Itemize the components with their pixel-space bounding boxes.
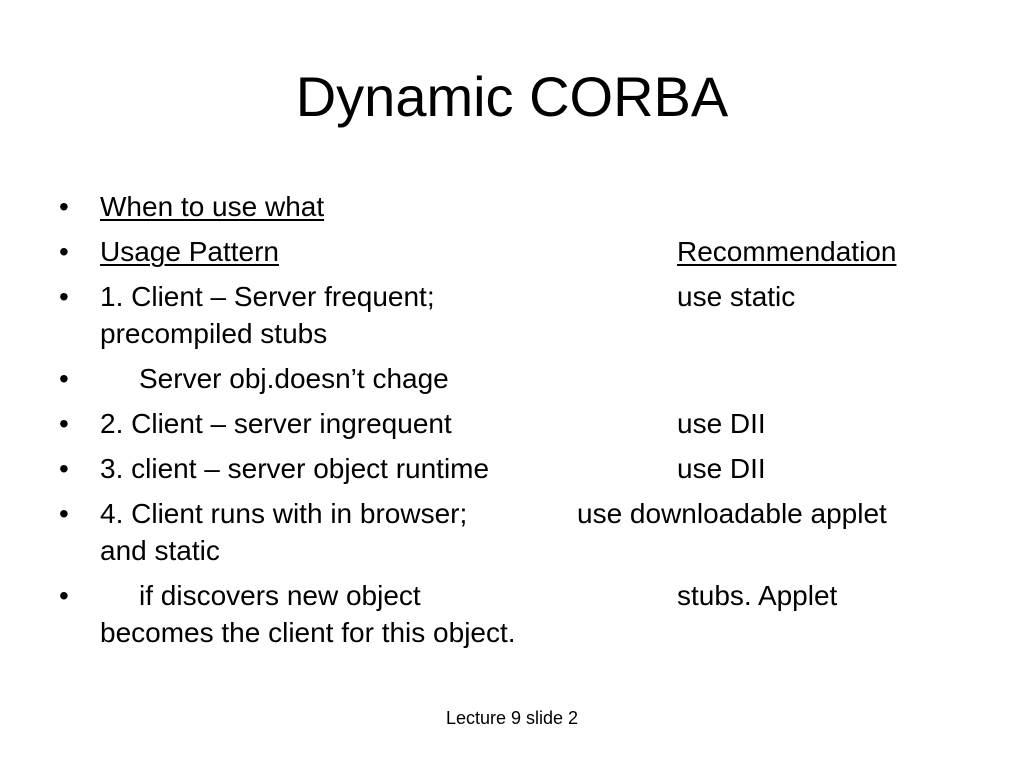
bullet-4-subpoint: if discovers new object (139, 580, 421, 611)
bullet-when-to-use: When to use what (100, 191, 325, 222)
bullet-1-subpoint: Server obj.doesn’t chage (139, 363, 449, 394)
bullet-marker: • (59, 498, 69, 529)
bullet-marker: • (59, 281, 69, 312)
bullet-4-pattern: 4. Client runs with in browser; (100, 498, 468, 529)
bullet-1-recommendation: use static (677, 281, 796, 312)
bullet-marker: • (59, 236, 69, 267)
slide-footer: Lecture 9 slide 2 (445, 708, 579, 728)
bullet-4-subpoint-continuation: becomes the client for this object. (100, 617, 516, 648)
bullet-3-pattern: 3. client – server object runtime (100, 453, 490, 484)
bullet-marker: • (59, 363, 69, 394)
bullet-marker: • (59, 453, 69, 484)
bullet-recommendation-header: Recommendation (677, 236, 897, 267)
bullet-3-recommendation: use DII (677, 453, 766, 484)
bullet-2-recommendation: use DII (677, 408, 766, 439)
bullet-marker: • (59, 408, 69, 439)
bullet-marker: • (59, 580, 69, 611)
bullet-marker: • (59, 191, 69, 222)
bullet-1-continuation: precompiled stubs (100, 318, 328, 349)
bullet-4-subpoint-recommendation: stubs. Applet (677, 580, 838, 611)
bullet-4-continuation: and static (100, 535, 220, 566)
bullet-2-pattern: 2. Client – server ingrequent (100, 408, 452, 439)
bullet-4-recommendation: use downloadable applet (577, 498, 887, 529)
slide-title: Dynamic CORBA (295, 65, 729, 128)
bullet-1-pattern: 1. Client – Server frequent; (100, 281, 435, 312)
bullet-usage-pattern-header: Usage Pattern (100, 236, 279, 267)
